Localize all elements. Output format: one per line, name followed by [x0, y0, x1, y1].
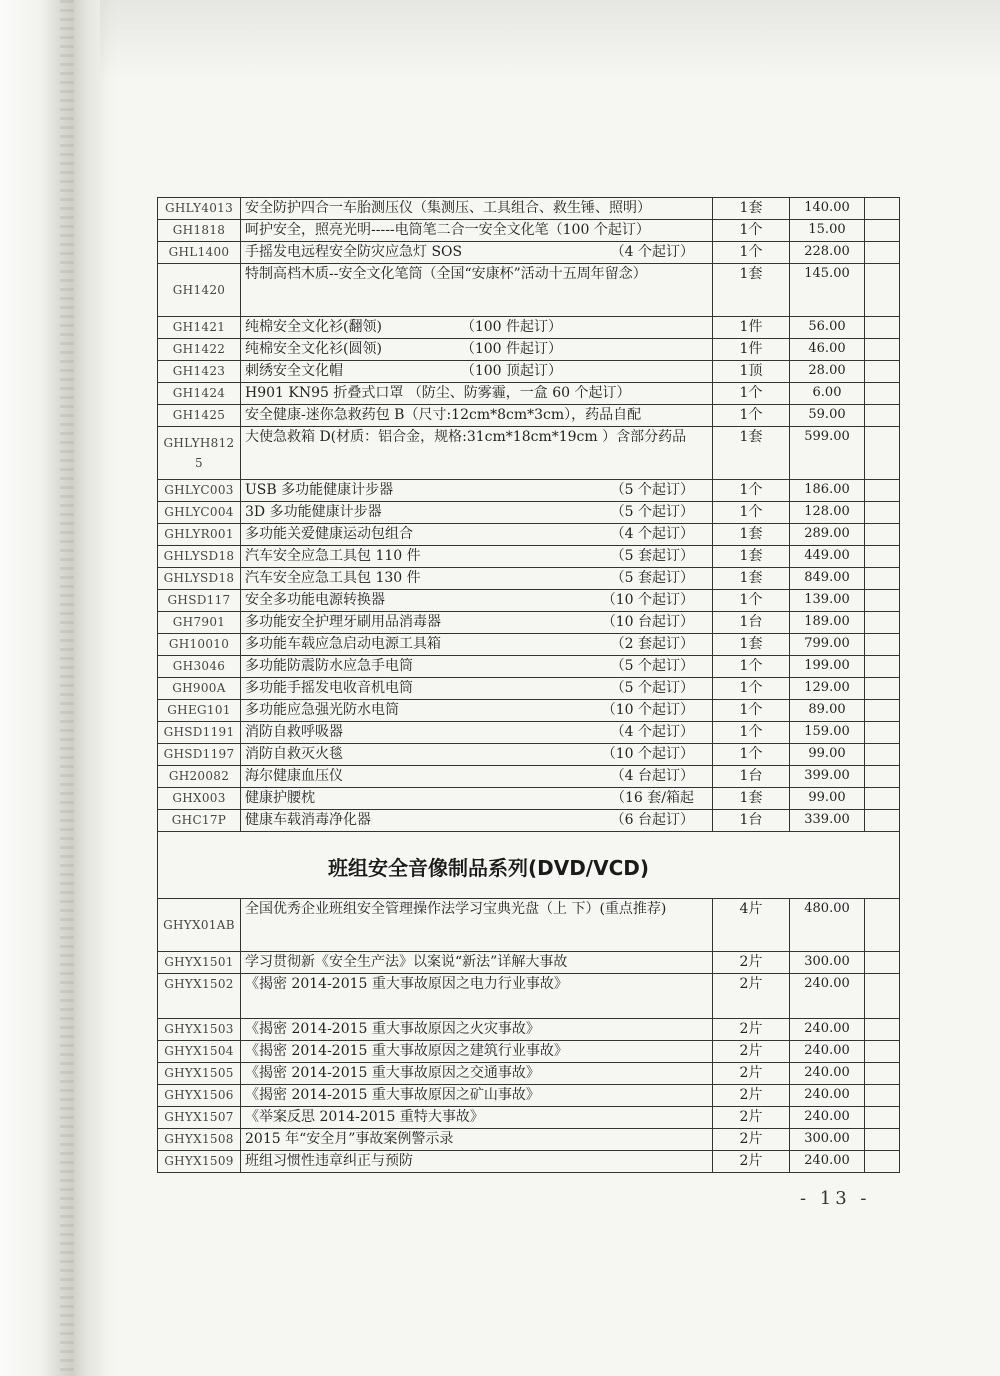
item-name: 2015 年“安全月”事故案例警示录: [245, 1131, 454, 1147]
item-unit: 1套: [713, 788, 790, 810]
item-name-cell: [241, 1041, 713, 1063]
item-code: GHYX1509: [158, 1151, 241, 1173]
item-name: 消防自救呼吸器: [245, 724, 343, 740]
table-row: [158, 788, 900, 810]
remark-cell: [865, 1085, 900, 1107]
item-price: 799.00: [790, 634, 865, 656]
scan-top-shade: [100, 0, 1000, 80]
remark-cell: [865, 524, 900, 546]
item-name: 全国优秀企业班组安全管理操作法学习宝典光盘（上 下）(重点推荐): [245, 901, 667, 917]
item-code: GHLYH8125: [158, 427, 241, 480]
item-name-cell: [241, 974, 713, 1019]
item-price: 128.00: [790, 502, 865, 524]
item-name-cell: [241, 1129, 713, 1151]
item-price: 99.00: [790, 744, 865, 766]
item-name-cell: [241, 1085, 713, 1107]
table-row: [158, 1107, 900, 1129]
item-price: 599.00: [790, 427, 865, 480]
product-price-table: [157, 197, 900, 1173]
item-price: 339.00: [790, 810, 865, 832]
remark-cell: [865, 1151, 900, 1173]
item-name-cell: [241, 952, 713, 974]
item-code: GHYX1503: [158, 1019, 241, 1041]
remark-cell: [865, 383, 900, 405]
remark-cell: [865, 427, 900, 480]
item-price: 240.00: [790, 1041, 865, 1063]
remark-cell: [865, 242, 900, 264]
table-row: [158, 361, 900, 383]
remark-cell: [865, 317, 900, 339]
item-name: 大使急救箱 D(材质：铝合金，规格:31cm*18cm*19cm ）含部分药品: [245, 429, 687, 445]
item-unit: 1个: [713, 678, 790, 700]
item-name: 《揭密 2014-2015 重大事故原因之交通事故》: [245, 1065, 540, 1081]
item-name: 刺绣安全文化帽: [245, 363, 343, 379]
item-name-cell: [241, 656, 713, 678]
remark-cell: [865, 1107, 900, 1129]
item-name-cell: [241, 220, 713, 242]
item-name-cell: [241, 1107, 713, 1129]
item-code: GHSD1197: [158, 744, 241, 766]
item-code: GH1423: [158, 361, 241, 383]
item-name: 多功能防震防水应急手电筒: [245, 658, 413, 674]
product-rows: [158, 198, 900, 832]
item-code: GHYX1507: [158, 1107, 241, 1129]
table-row: [158, 427, 900, 480]
item-code: GHLYR001: [158, 524, 241, 546]
remark-cell: [865, 198, 900, 220]
item-unit: 1个: [713, 656, 790, 678]
remark-cell: [865, 634, 900, 656]
item-code: GHYX1506: [158, 1085, 241, 1107]
item-code: GHC17P: [158, 810, 241, 832]
remark-cell: [865, 766, 900, 788]
table-row: [158, 264, 900, 317]
remark-cell: [865, 361, 900, 383]
item-price: 289.00: [790, 524, 865, 546]
item-name: 纯棉安全文化衫(圆领): [245, 341, 382, 357]
item-name-cell: [241, 590, 713, 612]
remark-cell: [865, 744, 900, 766]
table-row: [158, 1041, 900, 1063]
item-code: GH20082: [158, 766, 241, 788]
table-row: [158, 810, 900, 832]
item-name-cell: [241, 810, 713, 832]
table-row: [158, 480, 900, 502]
remark-cell: [865, 700, 900, 722]
table-row: [158, 899, 900, 952]
item-name-cell: [241, 242, 713, 264]
item-min-order: （100 顶起订）: [460, 363, 562, 379]
item-price: 129.00: [790, 678, 865, 700]
item-code: GHSD1191: [158, 722, 241, 744]
item-unit: 1个: [713, 220, 790, 242]
item-name: 多功能手摇发电收音机电筒: [245, 680, 413, 696]
item-unit: 2片: [713, 1151, 790, 1173]
item-name: 《揭密 2014-2015 重大事故原因之建筑行业事故》: [245, 1043, 568, 1059]
item-price: 240.00: [790, 1151, 865, 1173]
remark-cell: [865, 546, 900, 568]
table-row: [158, 1085, 900, 1107]
item-name: 《揭密 2014-2015 重大事故原因之电力行业事故》: [245, 976, 568, 992]
section-title: 班组安全音像制品系列(DVD/VCD): [158, 832, 900, 899]
remark-cell: [865, 810, 900, 832]
item-name-cell: [241, 361, 713, 383]
item-code: GH1422: [158, 339, 241, 361]
item-name-cell: [241, 722, 713, 744]
item-min-order: （10 个起订）: [601, 592, 694, 608]
item-name: 健康护腰枕: [245, 790, 315, 806]
table-row: [158, 952, 900, 974]
remark-cell: [865, 899, 900, 952]
item-price: 159.00: [790, 722, 865, 744]
remark-cell: [865, 1041, 900, 1063]
item-unit: 1个: [713, 590, 790, 612]
item-name: 特制高档木质--安全文化笔筒（全国“安康杯”活动十五周年留念）: [245, 266, 647, 282]
item-code: GH1818: [158, 220, 241, 242]
item-min-order: （4 个起订）: [610, 244, 694, 260]
item-code: GHYX1505: [158, 1063, 241, 1085]
item-unit: 2片: [713, 1041, 790, 1063]
item-code: GHLYC003: [158, 480, 241, 502]
item-code: GHLYSD18: [158, 568, 241, 590]
item-name: 班组习惯性违章纠正与预防: [245, 1153, 413, 1169]
item-name: 《举案反思 2014-2015 重特大事故》: [245, 1109, 484, 1125]
item-unit: 1个: [713, 242, 790, 264]
item-name-cell: [241, 546, 713, 568]
item-name: 安全多功能电源转换器: [245, 592, 385, 608]
item-unit: 1个: [713, 744, 790, 766]
item-price: 6.00: [790, 383, 865, 405]
table-row: [158, 766, 900, 788]
table-row: [158, 546, 900, 568]
table-row: [158, 1151, 900, 1173]
remark-cell: [865, 722, 900, 744]
item-name-cell: [241, 383, 713, 405]
item-price: 300.00: [790, 952, 865, 974]
item-unit: 1套: [713, 568, 790, 590]
table-row: [158, 502, 900, 524]
item-unit: 2片: [713, 1019, 790, 1041]
item-name: 汽车安全应急工具包 130 件: [245, 570, 421, 586]
binding-shadow: [0, 0, 120, 1376]
item-min-order: （10 台起订）: [601, 614, 694, 630]
item-unit: 1套: [713, 264, 790, 317]
item-price: 240.00: [790, 1019, 865, 1041]
item-name: 安全健康-迷你急救药包 B（尺寸:12cm*8cm*3cm），药品自配: [245, 407, 642, 423]
item-price: 56.00: [790, 317, 865, 339]
item-code: GH1424: [158, 383, 241, 405]
item-name-cell: [241, 480, 713, 502]
item-name-cell: [241, 339, 713, 361]
item-price: 399.00: [790, 766, 865, 788]
item-price: 145.00: [790, 264, 865, 317]
media-rows: [158, 899, 900, 1173]
item-name-cell: [241, 317, 713, 339]
item-name-cell: [241, 568, 713, 590]
item-code: GHEG101: [158, 700, 241, 722]
item-code: GHYX1502: [158, 974, 241, 1019]
remark-cell: [865, 1063, 900, 1085]
remark-cell: [865, 502, 900, 524]
table-row: [158, 634, 900, 656]
table-row: [158, 568, 900, 590]
item-name: 手摇发电远程安全防灾应急灯 SOS: [245, 244, 463, 260]
item-min-order: （2 套起订）: [610, 636, 694, 652]
item-name-cell: [241, 788, 713, 810]
item-code: GH900A: [158, 678, 241, 700]
table-row: [158, 722, 900, 744]
item-code: GH7901: [158, 612, 241, 634]
remark-cell: [865, 1129, 900, 1151]
item-code: GHLYSD18: [158, 546, 241, 568]
item-name-cell: [241, 612, 713, 634]
item-min-order: （6 台起订）: [610, 812, 694, 828]
item-code: GHYX01AB: [158, 899, 241, 952]
table-row: [158, 524, 900, 546]
table-row: [158, 1019, 900, 1041]
remark-cell: [865, 974, 900, 1019]
remark-cell: [865, 405, 900, 427]
item-min-order: （5 个起订）: [610, 680, 694, 696]
item-code: GH10010: [158, 634, 241, 656]
table-row: [158, 590, 900, 612]
item-price: 240.00: [790, 1063, 865, 1085]
item-code: GHSD117: [158, 590, 241, 612]
table-row: [158, 700, 900, 722]
item-min-order: （100 件起订）: [460, 319, 562, 335]
item-price: 300.00: [790, 1129, 865, 1151]
item-name: 多功能应急强光防水电筒: [245, 702, 399, 718]
table-row: [158, 383, 900, 405]
remark-cell: [865, 590, 900, 612]
table-row: [158, 339, 900, 361]
table-row: [158, 1063, 900, 1085]
item-name: 海尔健康血压仪: [245, 768, 343, 784]
item-unit: 1顶: [713, 361, 790, 383]
item-name: USB 多功能健康计步器: [245, 482, 394, 498]
item-unit: 4片: [713, 899, 790, 952]
item-min-order: （10 个起订）: [601, 702, 694, 718]
item-name: 呵护安全，照亮光明-----电筒笔二合一安全文化笔（100 个起订）: [245, 222, 650, 238]
item-unit: 2片: [713, 952, 790, 974]
item-unit: 2片: [713, 1085, 790, 1107]
item-unit: 2片: [713, 1129, 790, 1151]
item-price: 89.00: [790, 700, 865, 722]
item-name-cell: [241, 264, 713, 317]
item-code: GH1425: [158, 405, 241, 427]
item-unit: 1套: [713, 634, 790, 656]
item-min-order: （16 套/箱起: [611, 790, 694, 806]
table-row: [158, 1129, 900, 1151]
item-code: GH1421: [158, 317, 241, 339]
remark-cell: [865, 952, 900, 974]
item-code: GH1420: [158, 264, 241, 317]
item-unit: 1个: [713, 405, 790, 427]
item-unit: 2片: [713, 974, 790, 1019]
item-unit: 1个: [713, 480, 790, 502]
remark-cell: [865, 1019, 900, 1041]
item-code: GH3046: [158, 656, 241, 678]
table-row: [158, 317, 900, 339]
binding-holes: [60, 0, 74, 1376]
item-name-cell: [241, 1063, 713, 1085]
item-price: 189.00: [790, 612, 865, 634]
item-name-cell: [241, 405, 713, 427]
item-name-cell: [241, 198, 713, 220]
item-name: 纯棉安全文化衫(翻领): [245, 319, 382, 335]
remark-cell: [865, 339, 900, 361]
item-min-order: （5 个起订）: [610, 504, 694, 520]
item-name-cell: [241, 1151, 713, 1173]
item-price: 480.00: [790, 899, 865, 952]
item-min-order: （5 个起订）: [610, 482, 694, 498]
item-name: 汽车安全应急工具包 110 件: [245, 548, 421, 564]
item-name: 健康车载消毒净化器: [245, 812, 371, 828]
item-name-cell: [241, 502, 713, 524]
remark-cell: [865, 264, 900, 317]
item-name-cell: [241, 678, 713, 700]
item-unit: 1套: [713, 546, 790, 568]
table-row: [158, 744, 900, 766]
table-row: [158, 405, 900, 427]
item-min-order: （5 个起订）: [610, 658, 694, 674]
item-name: 安全防护四合一车胎测压仪（集测压、工具组合、救生锤、照明）: [245, 200, 651, 216]
item-unit: 1个: [713, 700, 790, 722]
item-name-cell: [241, 744, 713, 766]
table-row: [158, 220, 900, 242]
item-unit: 2片: [713, 1107, 790, 1129]
remark-cell: [865, 220, 900, 242]
item-price: 140.00: [790, 198, 865, 220]
remark-cell: [865, 568, 900, 590]
item-name: 学习贯彻新《安全生产法》以案说“新法”详解大事故: [245, 954, 568, 970]
item-price: 449.00: [790, 546, 865, 568]
item-min-order: （4 台起订）: [610, 768, 694, 784]
table-row: [158, 656, 900, 678]
item-name-cell: [241, 524, 713, 546]
remark-cell: [865, 788, 900, 810]
item-price: 139.00: [790, 590, 865, 612]
item-price: 240.00: [790, 1085, 865, 1107]
item-code: GHLY4013: [158, 198, 241, 220]
item-unit: 1件: [713, 317, 790, 339]
item-name-cell: [241, 634, 713, 656]
table-row: [158, 198, 900, 220]
item-price: 199.00: [790, 656, 865, 678]
table-row: [158, 678, 900, 700]
item-unit: 1个: [713, 502, 790, 524]
table-row: [158, 612, 900, 634]
item-code: GHX003: [158, 788, 241, 810]
item-price: 240.00: [790, 1107, 865, 1129]
table-row: [158, 242, 900, 264]
item-name: 3D 多功能健康计步器: [245, 504, 382, 520]
item-unit: 2片: [713, 1063, 790, 1085]
remark-cell: [865, 656, 900, 678]
item-min-order: （10 个起订）: [601, 746, 694, 762]
item-name-cell: [241, 766, 713, 788]
table-row: [158, 974, 900, 1019]
item-name: 《揭密 2014-2015 重大事故原因之火灾事故》: [245, 1021, 540, 1037]
item-unit: 1套: [713, 427, 790, 480]
item-name: 多功能关爱健康运动包组合: [245, 526, 413, 542]
section-header-row: [158, 832, 900, 899]
item-name: H901 KN95 折叠式口罩 （防尘、防雾霾，一盒 60 个起订）: [245, 385, 631, 401]
item-price: 849.00: [790, 568, 865, 590]
item-name-cell: [241, 899, 713, 952]
item-unit: 1台: [713, 766, 790, 788]
page-number: - 13 -: [800, 1188, 871, 1209]
item-name: 多功能车载应急启动电源工具箱: [245, 636, 441, 652]
item-name: 《揭密 2014-2015 重大事故原因之矿山事故》: [245, 1087, 540, 1103]
item-unit: 1个: [713, 383, 790, 405]
remark-cell: [865, 612, 900, 634]
item-price: 186.00: [790, 480, 865, 502]
item-code: GHL1400: [158, 242, 241, 264]
item-min-order: （5 套起订）: [610, 570, 694, 586]
item-min-order: （5 套起订）: [610, 548, 694, 564]
item-price: 28.00: [790, 361, 865, 383]
item-min-order: （4 个起订）: [610, 526, 694, 542]
item-unit: 1台: [713, 810, 790, 832]
item-code: GHYX1501: [158, 952, 241, 974]
item-price: 15.00: [790, 220, 865, 242]
item-name: 消防自救灭火毯: [245, 746, 343, 762]
item-code: GHLYC004: [158, 502, 241, 524]
item-price: 240.00: [790, 974, 865, 1019]
remark-cell: [865, 678, 900, 700]
item-price: 46.00: [790, 339, 865, 361]
item-unit: 1套: [713, 198, 790, 220]
item-min-order: （4 个起订）: [610, 724, 694, 740]
item-unit: 1件: [713, 339, 790, 361]
item-price: 59.00: [790, 405, 865, 427]
item-name-cell: [241, 700, 713, 722]
item-unit: 1套: [713, 524, 790, 546]
item-name-cell: [241, 427, 713, 480]
item-price: 228.00: [790, 242, 865, 264]
item-min-order: （100 件起订）: [460, 341, 562, 357]
item-price: 99.00: [790, 788, 865, 810]
item-name: 多功能安全护理牙刷用品消毒器: [245, 614, 441, 630]
item-unit: 1个: [713, 722, 790, 744]
item-unit: 1台: [713, 612, 790, 634]
remark-cell: [865, 480, 900, 502]
item-code: GHYX1504: [158, 1041, 241, 1063]
item-name-cell: [241, 1019, 713, 1041]
item-code: GHYX1508: [158, 1129, 241, 1151]
